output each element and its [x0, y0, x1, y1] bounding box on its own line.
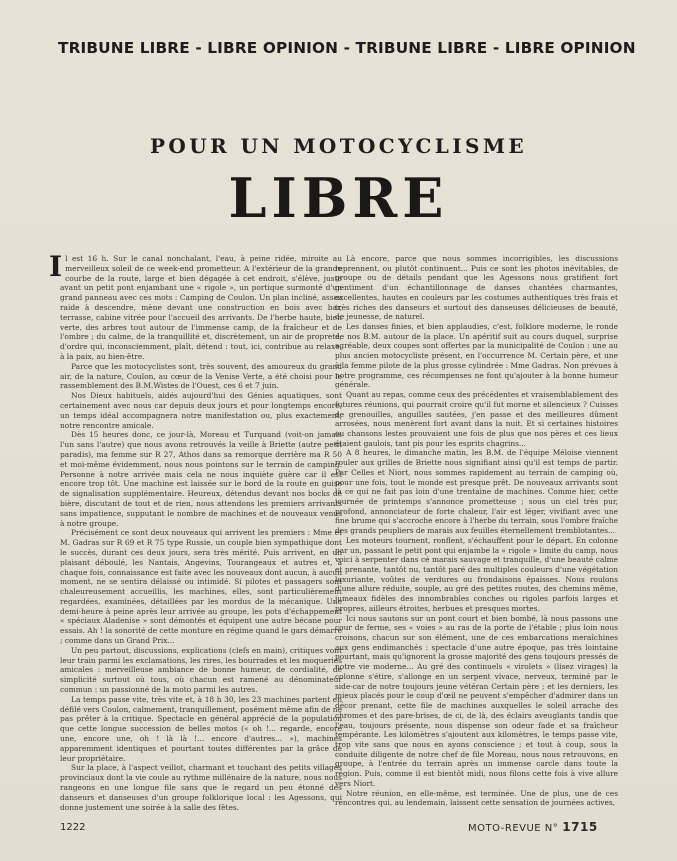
article-paragraph: Parce que les motocyclistes sont, très souvent, des amoureux du grand air, de la nature, Coulon, au cœur de la Venise Verte, a été choisi pour le rassemblement des B.M.Wistes de l'Ouest, ces 6 et 7 juin.	[60, 361, 342, 391]
article-title-line1: POUR UN MOTOCYCLISME	[149, 134, 528, 158]
article-paragraph: La temps passe vite, très vite et, à 18 h 30, les 23 machines partent en défilé vers Coulon, calmement, tranquillement, posément même afin de ne pas prêter à la critique. Spectacle en général apprécié de la population que cette longue succession de belles motos (« oh !... regarde, encore une, encore une, oh ! là là !... encore d'autres... »), machines apparemment identiques et pourtant toutes différentes par la grâce de leur propriétaire.	[60, 694, 342, 763]
article-paragraph: A 8 heures, le dimanche matin, les B.M. de l'équipe Méloise viennent rouler aux grilles de Briette nous signifiant ainsi qu'il est temps de partir. Par Celles et Niort, nous sommes rapidement au terrain de camping où, pour une fois, tout le monde est presque prêt. De nouveaux arrivants sont là ce qui ne fait pas loin d'une trentaine de machines. Comme hier, cette journée de printemps s'annonce prometteuse ; sous un ciel très pur, profond, annonciateur de forte chaleur, l'air est léger, vivifiant avec une fine brume qui s'accroche encore à l'herbe du terrain, sous l'ombre fraîche des grands peupliers de marais aux feuilles éternellement tremblotantes...	[335, 448, 618, 536]
page-number: 1222	[60, 822, 86, 833]
article-paragraph: Quant au repas, comme ceux des précédentes et vraisemblablement des futures réunions, qui pourrait croire qu'il fut morne et silencieux ? Cuisses de grenouilles, anguilles sautées, j'en passe et des meilleures dûment arrosées, nous menèrent fort avant dans la nuit. Et si certaines histoires ou chansons lestes prouvaient une fois de plus que nos pères et ces lieux étaient gaulois, tant pis pour les esprits chagrins...	[335, 390, 618, 448]
article-paragraph: Ici nous sautons sur un pont court et bien bombé, là nous passons une cour de ferme, ses « voies » au ras de la porte de l'étable ; plus loin nous croisons, chacun sur son élément, une de ces embarcations meraîchines aux gens endimanchés : spectacle d'une autre époque, pas très lointaine pourtant, mais qu'ignorent la grosse majorité des gens toujours pressés de notre vie moderne... Au gré des continuels « virolets » (lisez virages) la colonne s'étire, s'allonge en un serpent vivace, nerveux, terminé par le side-car de notre toujours jeune vétéran Certain père ; et les derniers, les mieux placés pour le coup d'œil ne peuvent s'empêcher d'admirer dans un décor prenant, cette file de machines auxquelles le soleil arrache des chromes et des pare-brises, de ci, de là, des éclairs aveuglants tandis que l'eau, toujours présente, nous dispense son odeur fade et sa fraîcheur tempérante. Les kilomètres s'ajoutent aux kilomètres, le temps passe vite, trop vite sans que nous en ayons conscience ; et tout à coup, sous la conduite diligente de notre chef de file Moreau, nous nous retrouvons, en groupe, à l'entrée du terrain après un immense carcle dans toute la région. Puis, comme il est bientôt midi, nous filons cette fois à vive allure vers Niort.	[335, 613, 618, 788]
article-paragraph: Là encore, parce que nous sommes incorrigibles, les discussions reprennent, ou plutôt continuent... Puis ce sont les photos inévitables, de groupe ou de détails pendant que les Agessons nous gratifient fort gentiment d'un échantillonnage de danses chantées charmantes, excellentes, hautes en couleurs par les costumes authentiques très frais et très riches des danseurs et surtout des danseuses délicieuses de beauté, de jeunesse, de naturel.	[335, 254, 618, 322]
article-column-left	[49, 250, 342, 812]
article-paragraph: Notre réunion, en elle-même, est terminée. Une de plus, une de ces rencontres qui, au lendemain, laissent cette sensation de journées actives,	[335, 788, 618, 808]
article-paragraph: Les moteurs tournent, ronflent, s'échauffent pour le départ. En colonne par un, passant le petit pont qui enjambe la « rigole » limite du camp, nous voici à serpenter dans cé marais sauvage et tranquille, d'une beauté calme et prenante, tantôt nu, tantôt paré des multiples couleurs d'une végétation luxuriante, voûtes de verdures ou frondaisons épaisses. Nous roulons d'une allure réduite, souple, au gré des petites routes, des chemins même, jumeaux fidèles des innombrables conches ou rigoles parfois larges et propres, ailleurs étroites, herbues et presques mortes.	[335, 535, 618, 613]
article-paragraph: Dès 15 heures donc, ce jour-là, Moreau et Turquand (voit-on jamais l'un sans l'autre) que nous avons retrouvés la veille à Briette (autre petit paradis), ma femme sur R 27, Athos dans sa remorque derrière ma R 50 et moi-même évidemment, nous nous pointons sur le terrain de camping. Personne à notre arrivée mais cela ne nous inquiète guère car il est encore trop tôt. Une machine est laissée sur le bord de la route en guise de signalisation supplémentaire. Heureux, détendus devant nos bocks de bière, discutant de tout et de rien, nous attendons les premiers arrivants sans impatience, supputant le nombre de machines et de nouveaux venus à notre groupe.	[60, 430, 342, 528]
article-paragraph	[49, 250, 342, 362]
article-paragraph: Un peu partout, discussions, explications (clefs en main), critiques vont leur train parmi les exclamations, les rires, les bourrades et les moqueries amicales : merveilleuse ambiance de bonne humeur, de cordialité, de simplicité surtout où tous, où chacun est ramené au dénominateur commun : un passionné de la moto parmi les autres.	[60, 645, 342, 695]
article-title-line2: LIBRE	[228, 166, 449, 230]
magazine-footer	[468, 820, 598, 834]
article-paragraph: Nos Dieux habituels, aidés aujourd'hui des Génies aquatiques, sont certainement avec nous car depuis deux jours et pour longtemps encore, un temps idéal accompagnera notre manifestation ou, plus exactement, notre rencontre amicale.	[60, 391, 342, 430]
article-paragraph: Précisément ce sont deux nouveaux qui arrivent les premiers : Mme et M. Gadras sur R 69 et R 75 type Russie, un couple bien sympathique dont le succès, durant ces deux jours, sera très mérité. Puis arrivent, en un plaisant déboulé, les Nantais, Angevins, Tourangeaux et autres et, à chaque fois, connaissance est faite avec les nouveaux dont aucun, à aucun moment, ne se sentira délaissé ou intimidé. Si pilotes et passagers sont chaleureusement accueillis, les machines, elles, sont particulièrement regardées, examinées, détaillées par les mordus de la mécanique. Une demi-heure à peine après leur arrivée au groupe, les pots d'échappement « spéciaux Aladenise » sont démontés et équipent une autre bécane pour essais. Ah ! la sonorité de cette monture en régime quand le gars démarre ; comme dans un Grand Prix...	[60, 528, 342, 646]
article-paragraph: Les danses finies, et bien applaudies, c'est, folklore moderne, le ronde de nos B.M. autour de la place. Un apéritif suit au cours duquel, surprise agréable, deux coupes sont offertes par la municipalité de Coulon : une au plus ancien motocycliste présent, en l'occurrence M. Certain père, et une à la femme pilote de la plus grosse cylindrée : Mme Gadras. Non prévues à notre programme, ces récompenses ne font qu'ajouter à la bonne humeur générale.	[335, 322, 618, 390]
paragraph-text: l est 16 h. Sur le canal nonchalant, l'eau, à peine ridée, miroite au merveilleux soleil de ce week-end prometteur. A l'extérieur de la grande courbe de la route, large et bien dégagée à cet endroit, s'élève, juste avant un petit pont enjambant une « rigole », un portique surmonté d'un grand panneau avec ces mots : Camping de Coulon. Un plan incliné, assez raide à descendre, mène devant une construction en bois avec bar, terrasse, cabine vitrée pour l'accueil des arrivants. De l'herbe haute, bien verte, des arbres tout autour de l'immense camp, de la fraîcheur et de l'ombre ; du calme, de la tranquillité et, discrètement, un air de propreté, d'ordre qui, inconsciemment, plaît, détend : tout, ici, contribue au relaxe, à la paix, au bien-être.	[60, 254, 342, 361]
magazine-name: MOTO-REVUE N°	[468, 823, 559, 834]
article-paragraph: Sur la place, à l'aspect veillot, charmant et touchant des petits villages provinciaux dont la vie coule au rythme millénaire de la nature, nous nous rangeons en une longue file sans que le regard un peu étonné des danseurs et danseuses d'un groupe folklorique local : les Agessons, qui donne justement une soirée à la salle des fêtes.	[60, 763, 342, 812]
article-column-right	[335, 254, 618, 808]
section-banner: TRIBUNE LIBRE - LIBRE OPINION - TRIBUNE LIBRE - LIBRE OPINION	[58, 39, 636, 57]
issue-number: 1715	[562, 820, 598, 834]
drop-cap: I	[49, 250, 63, 283]
